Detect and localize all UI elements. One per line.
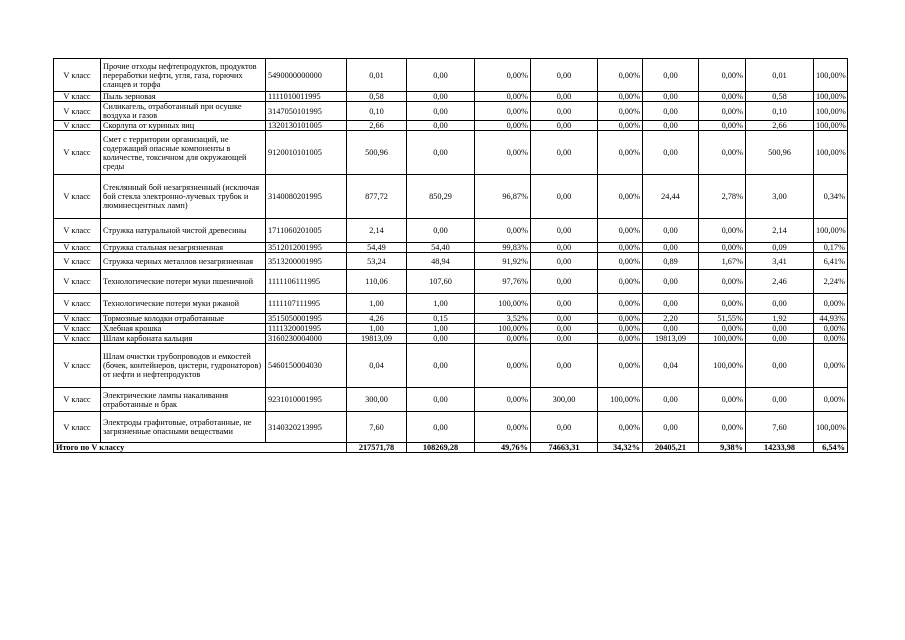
- amount-cell: 0,00: [531, 344, 598, 388]
- percent-cell: 0,00%: [699, 270, 746, 294]
- percent-cell: 44,93%: [814, 314, 848, 324]
- table-row: [54, 253, 848, 270]
- hazard-class-cell: V класс: [54, 175, 101, 219]
- table-row: [54, 92, 848, 102]
- total-amount-cell: 300,00: [347, 388, 407, 412]
- percent-cell: 3,52%: [475, 314, 531, 324]
- percent-cell: 0,00%: [475, 344, 531, 388]
- amount-cell: 0,00: [531, 102, 598, 121]
- total-sum-cell: 217571,78: [347, 443, 407, 453]
- waste-name-cell: Смет с территории организаций, не содержащий опасные компоненты в количестве, токсичном для окружающей среды: [101, 131, 266, 175]
- amount-cell: 0,00: [643, 324, 699, 334]
- percent-cell: 0,00%: [699, 219, 746, 243]
- amount-cell: 0,00: [531, 121, 598, 131]
- percent-cell: 6,41%: [814, 253, 848, 270]
- percent-cell: 0,00%: [699, 412, 746, 443]
- hazard-class-cell: V класс: [54, 102, 101, 121]
- hazard-class-cell: V класс: [54, 344, 101, 388]
- percent-cell: 0,00%: [475, 219, 531, 243]
- amount-cell: 0,00: [407, 102, 475, 121]
- waste-name-cell: Электрические лампы накаливания отработанные и брак: [101, 388, 266, 412]
- table-row: [54, 334, 848, 344]
- hazard-class-cell: V класс: [54, 243, 101, 253]
- percent-cell: 100,00%: [598, 388, 643, 412]
- table-row: [54, 219, 848, 243]
- amount-cell: 0,00: [746, 344, 814, 388]
- amount-cell: 0,00: [643, 102, 699, 121]
- amount-cell: 1,00: [407, 324, 475, 334]
- amount-cell: 0,00: [746, 324, 814, 334]
- amount-cell: 0,00: [531, 270, 598, 294]
- percent-cell: 100,00%: [814, 412, 848, 443]
- total-label: Итого по V классу: [54, 443, 347, 453]
- waste-name-cell: Стеклянный бой незагрязненный (исключая бой стекла электронно-лучевых трубок и люминесцентных ламп): [101, 175, 266, 219]
- percent-cell: 0,00%: [598, 253, 643, 270]
- percent-cell: 0,00%: [598, 131, 643, 175]
- percent-cell: 0,00%: [814, 344, 848, 388]
- waste-name-cell: Электроды графитовые, отработанные, не загрязненные опасными веществами: [101, 412, 266, 443]
- amount-cell: 0,00: [531, 334, 598, 344]
- amount-cell: 0,00: [643, 270, 699, 294]
- hazard-class-cell: V класс: [54, 324, 101, 334]
- hazard-class-cell: V класс: [54, 59, 101, 92]
- hazard-class-cell: V класс: [54, 412, 101, 443]
- waste-code-cell: 1111010011995: [266, 92, 347, 102]
- percent-cell: 0,00%: [475, 412, 531, 443]
- percent-cell: 0,00%: [814, 294, 848, 314]
- table-row: [54, 412, 848, 443]
- percent-cell: 100,00%: [814, 131, 848, 175]
- percent-cell: 51,55%: [699, 314, 746, 324]
- total-amount-cell: 2,14: [347, 219, 407, 243]
- percent-cell: 0,00%: [475, 121, 531, 131]
- amount-cell: 0,00: [643, 92, 699, 102]
- amount-cell: 0,00: [531, 253, 598, 270]
- percent-cell: 0,00%: [699, 388, 746, 412]
- table-row: [54, 243, 848, 253]
- percent-cell: 0,00%: [598, 92, 643, 102]
- total-amount-cell: 0,58: [347, 92, 407, 102]
- percent-cell: 0,00%: [598, 324, 643, 334]
- amount-cell: 0,00: [407, 121, 475, 131]
- amount-cell: 0,00: [643, 412, 699, 443]
- percent-cell: 0,00%: [475, 102, 531, 121]
- hazard-class-cell: V класс: [54, 131, 101, 175]
- percent-cell: 0,00%: [598, 243, 643, 253]
- amount-cell: 0,00: [407, 334, 475, 344]
- amount-cell: 0,01: [746, 59, 814, 92]
- amount-cell: 0,00: [746, 294, 814, 314]
- amount-cell: 0,00: [643, 131, 699, 175]
- waste-name-cell: Прочие отходы нефтепродуктов, продуктов переработки нефти, угля, газа, горючих сланцев и торфа: [101, 59, 266, 92]
- table-row: [54, 388, 848, 412]
- table-row: [54, 102, 848, 121]
- waste-name-cell: Пыль зерновая: [101, 92, 266, 102]
- amount-cell: 0,10: [746, 102, 814, 121]
- amount-cell: 0,09: [746, 243, 814, 253]
- percent-cell: 0,00%: [475, 388, 531, 412]
- waste-name-cell: Стружка натуральной чистой древесины: [101, 219, 266, 243]
- percent-cell: 0,00%: [699, 59, 746, 92]
- percent-cell: 0,00%: [814, 334, 848, 344]
- amount-cell: 1,92: [746, 314, 814, 324]
- waste-code-cell: 3160230004000: [266, 334, 347, 344]
- waste-code-cell: 3147050101995: [266, 102, 347, 121]
- total-row: [54, 443, 848, 453]
- percent-cell: 0,17%: [814, 243, 848, 253]
- amount-cell: 0,58: [746, 92, 814, 102]
- total-amount-cell: 877,72: [347, 175, 407, 219]
- hazard-class-cell: V класс: [54, 92, 101, 102]
- percent-cell: 0,00%: [598, 121, 643, 131]
- amount-cell: 2,66: [746, 121, 814, 131]
- waste-name-cell: Тормозные колодки отработанные: [101, 314, 266, 324]
- amount-cell: 2,20: [643, 314, 699, 324]
- percent-cell: 100,00%: [814, 219, 848, 243]
- waste-code-cell: 3140320213995: [266, 412, 347, 443]
- amount-cell: 0,00: [531, 131, 598, 175]
- total-amount-cell: 1,00: [347, 294, 407, 314]
- total-amount-cell: 0,04: [347, 344, 407, 388]
- percent-cell: 100,00%: [814, 92, 848, 102]
- total-amount-cell: 500,96: [347, 131, 407, 175]
- hazard-class-cell: V класс: [54, 334, 101, 344]
- amount-cell: 0,04: [643, 344, 699, 388]
- percent-cell: 0,00%: [598, 344, 643, 388]
- waste-name-cell: Технологические потери муки пшеничной: [101, 270, 266, 294]
- hazard-class-cell: V класс: [54, 121, 101, 131]
- waste-code-cell: 3515050001995: [266, 314, 347, 324]
- total-amount-cell: 53,24: [347, 253, 407, 270]
- percent-cell: 0,00%: [598, 334, 643, 344]
- percent-cell: 96,87%: [475, 175, 531, 219]
- amount-cell: 19813,09: [643, 334, 699, 344]
- percent-cell: 100,00%: [699, 344, 746, 388]
- percent-cell: 0,00%: [598, 219, 643, 243]
- amount-cell: 0,89: [643, 253, 699, 270]
- percent-cell: 100,00%: [814, 102, 848, 121]
- amount-cell: 0,00: [746, 334, 814, 344]
- waste-code-cell: 3512012001995: [266, 243, 347, 253]
- percent-cell: 0,00%: [598, 314, 643, 324]
- waste-code-cell: 9231010001995: [266, 388, 347, 412]
- total-amount-cell: 1,00: [347, 324, 407, 334]
- table-row: [54, 294, 848, 314]
- amount-cell: 0,00: [643, 219, 699, 243]
- total-amount-cell: 0,10: [347, 102, 407, 121]
- amount-cell: 0,00: [407, 92, 475, 102]
- amount-cell: 0,00: [407, 388, 475, 412]
- hazard-class-cell: V класс: [54, 219, 101, 243]
- amount-cell: 0,00: [407, 412, 475, 443]
- amount-cell: 0,00: [407, 344, 475, 388]
- table-row: [54, 59, 848, 92]
- amount-cell: 0,00: [643, 294, 699, 314]
- total-percent-cell: 6,54%: [814, 443, 848, 453]
- percent-cell: 0,00%: [598, 59, 643, 92]
- total-amount-cell: 108269,28: [407, 443, 475, 453]
- table-row: [54, 131, 848, 175]
- percent-cell: 2,78%: [699, 175, 746, 219]
- percent-cell: 99,83%: [475, 243, 531, 253]
- total-amount-cell: 20405,21: [643, 443, 699, 453]
- percent-cell: 0,00%: [475, 59, 531, 92]
- percent-cell: 0,00%: [598, 270, 643, 294]
- waste-name-cell: Силикагель, отработанный при осушке воздуха и газов: [101, 102, 266, 121]
- percent-cell: 0,00%: [475, 92, 531, 102]
- waste-name-cell: Шлам очистки трубопроводов и емкостей (бочек, контейнеров, цистерн, гудронаторов) от нефти и нефтепродуктов: [101, 344, 266, 388]
- percent-cell: 100,00%: [814, 59, 848, 92]
- amount-cell: 0,00: [531, 324, 598, 334]
- table-row: [54, 121, 848, 131]
- waste-code-cell: 1320130101005: [266, 121, 347, 131]
- table-row: [54, 314, 848, 324]
- percent-cell: 91,92%: [475, 253, 531, 270]
- amount-cell: 2,14: [746, 219, 814, 243]
- amount-cell: 0,00: [643, 388, 699, 412]
- waste-code-cell: 3513200001995: [266, 253, 347, 270]
- percent-cell: 100,00%: [814, 121, 848, 131]
- amount-cell: 0,00: [531, 92, 598, 102]
- amount-cell: 0,00: [643, 121, 699, 131]
- total-amount-cell: 54,49: [347, 243, 407, 253]
- total-amount-cell: 2,66: [347, 121, 407, 131]
- percent-cell: 1,67%: [699, 253, 746, 270]
- total-percent-cell: 49,76%: [475, 443, 531, 453]
- amount-cell: 0,00: [746, 388, 814, 412]
- total-amount-cell: 0,01: [347, 59, 407, 92]
- amount-cell: 0,00: [531, 219, 598, 243]
- amount-cell: 850,29: [407, 175, 475, 219]
- hazard-class-cell: V класс: [54, 314, 101, 324]
- amount-cell: 0,00: [531, 59, 598, 92]
- percent-cell: 0,00%: [598, 412, 643, 443]
- hazard-class-cell: V класс: [54, 270, 101, 294]
- amount-cell: 300,00: [531, 388, 598, 412]
- total-amount-cell: 110,06: [347, 270, 407, 294]
- percent-cell: 0,00%: [699, 92, 746, 102]
- waste-name-cell: Технологические потери муки ржаной: [101, 294, 266, 314]
- hazard-class-cell: V класс: [54, 253, 101, 270]
- waste-code-cell: 3140080201995: [266, 175, 347, 219]
- percent-cell: 0,00%: [598, 294, 643, 314]
- waste-code-cell: 1711060201005: [266, 219, 347, 243]
- table-row: [54, 344, 848, 388]
- percent-cell: 2,24%: [814, 270, 848, 294]
- amount-cell: 0,00: [407, 219, 475, 243]
- amount-cell: 48,94: [407, 253, 475, 270]
- amount-cell: 0,00: [407, 131, 475, 175]
- total-amount-cell: 14233,98: [746, 443, 814, 453]
- amount-cell: 0,00: [407, 59, 475, 92]
- percent-cell: 0,00%: [475, 131, 531, 175]
- amount-cell: 0,00: [531, 243, 598, 253]
- amount-cell: 0,00: [531, 412, 598, 443]
- amount-cell: 0,00: [531, 314, 598, 324]
- percent-cell: 0,00%: [814, 324, 848, 334]
- waste-code-cell: 1111107111995: [266, 294, 347, 314]
- table-row: [54, 270, 848, 294]
- amount-cell: 0,00: [643, 59, 699, 92]
- amount-cell: 3,41: [746, 253, 814, 270]
- table-row: [54, 175, 848, 219]
- amount-cell: 107,60: [407, 270, 475, 294]
- percent-cell: 0,00%: [699, 324, 746, 334]
- waste-name-cell: Стружка черных металлов незагрязненная: [101, 253, 266, 270]
- percent-cell: 97,76%: [475, 270, 531, 294]
- total-amount-cell: 7,60: [347, 412, 407, 443]
- percent-cell: 0,34%: [814, 175, 848, 219]
- amount-cell: 7,60: [746, 412, 814, 443]
- waste-code-cell: 1111320001995: [266, 324, 347, 334]
- amount-cell: 1,00: [407, 294, 475, 314]
- percent-cell: 0,00%: [699, 294, 746, 314]
- amount-cell: 500,96: [746, 131, 814, 175]
- amount-cell: 54,40: [407, 243, 475, 253]
- table-row: [54, 324, 848, 334]
- percent-cell: 0,00%: [699, 121, 746, 131]
- waste-class-table: [53, 58, 848, 453]
- amount-cell: 0,00: [531, 175, 598, 219]
- amount-cell: 2,46: [746, 270, 814, 294]
- total-percent-cell: 9,38%: [699, 443, 746, 453]
- waste-name-cell: Стружка стальная незагрязненная: [101, 243, 266, 253]
- amount-cell: 3,00: [746, 175, 814, 219]
- total-amount-cell: 4,26: [347, 314, 407, 324]
- waste-code-cell: 5460150004030: [266, 344, 347, 388]
- waste-code-cell: 5490000000000: [266, 59, 347, 92]
- percent-cell: 0,00%: [699, 243, 746, 253]
- waste-code-cell: 1111106111995: [266, 270, 347, 294]
- percent-cell: 100,00%: [475, 324, 531, 334]
- percent-cell: 100,00%: [699, 334, 746, 344]
- amount-cell: 0,00: [643, 243, 699, 253]
- percent-cell: 0,00%: [598, 175, 643, 219]
- hazard-class-cell: V класс: [54, 294, 101, 314]
- waste-name-cell: Шлам карбоната кальция: [101, 334, 266, 344]
- waste-name-cell: Скорлупа от куриных яиц: [101, 121, 266, 131]
- percent-cell: 0,00%: [699, 131, 746, 175]
- percent-cell: 0,00%: [814, 388, 848, 412]
- total-amount-cell: 74663,31: [531, 443, 598, 453]
- percent-cell: 100,00%: [475, 294, 531, 314]
- amount-cell: 0,15: [407, 314, 475, 324]
- amount-cell: 24,44: [643, 175, 699, 219]
- total-percent-cell: 34,32%: [598, 443, 643, 453]
- amount-cell: 0,00: [531, 294, 598, 314]
- hazard-class-cell: V класс: [54, 388, 101, 412]
- percent-cell: 0,00%: [475, 334, 531, 344]
- total-amount-cell: 19813,09: [347, 334, 407, 344]
- waste-code-cell: 9120010101005: [266, 131, 347, 175]
- percent-cell: 0,00%: [598, 102, 643, 121]
- percent-cell: 0,00%: [699, 102, 746, 121]
- waste-name-cell: Хлебная крошка: [101, 324, 266, 334]
